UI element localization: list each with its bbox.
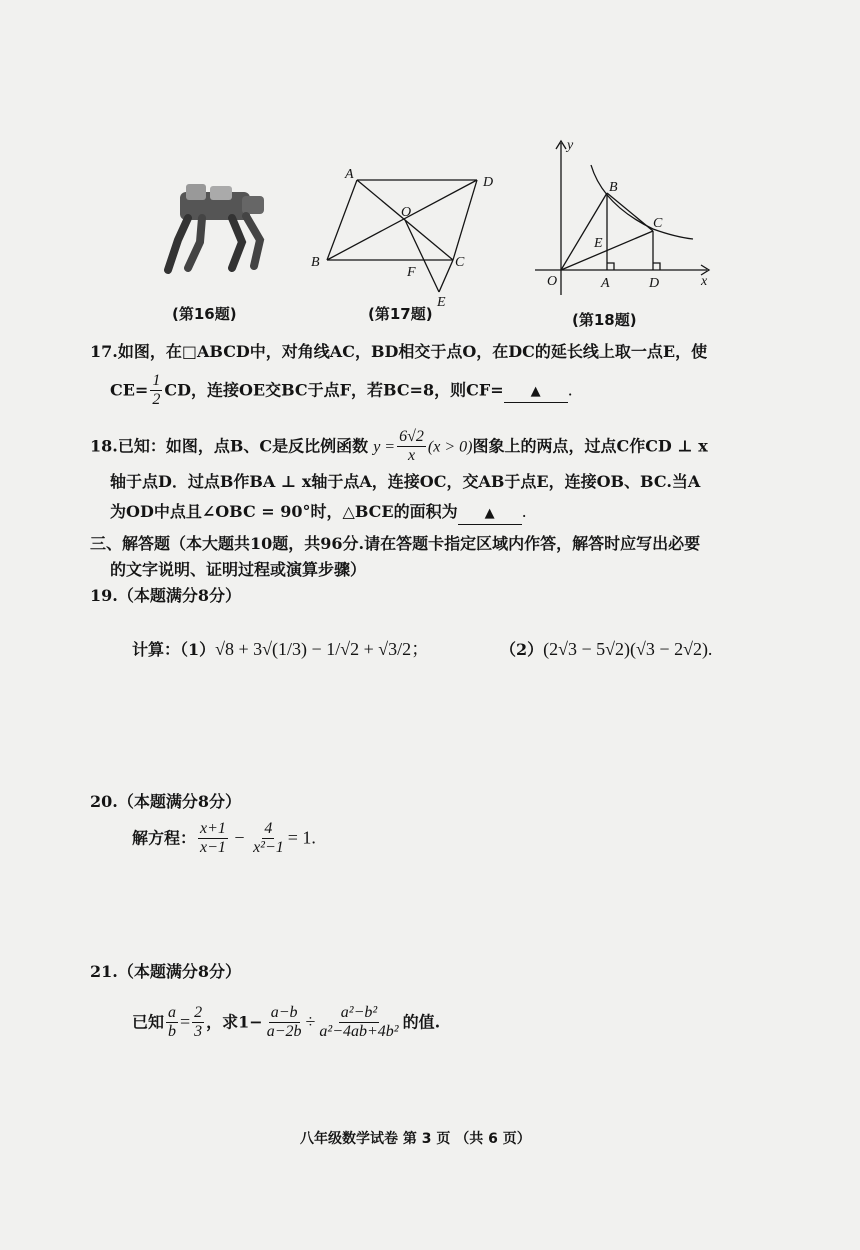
q17-number: 17. xyxy=(90,342,118,361)
q18-number: 18. xyxy=(90,436,118,456)
figure-18-diagram xyxy=(525,135,720,300)
q19-expr2: (2√3 − 5√2)(√3 − 2√2). xyxy=(543,639,713,659)
q21-fraction-1: $\frac{a-b}{a-2b}$ xyxy=(266,1004,302,1041)
q20-fraction-2: $\frac{4}{\text{x²−1}}$ xyxy=(253,820,284,857)
answer-marker: ▲ xyxy=(530,384,541,400)
label-x: x xyxy=(701,274,708,289)
q21-expression: 已知 $\frac{a}{b}$ = $\frac{2}{3}$ ，求1− $\frac{a-b}{a-2b}$ ÷ $\frac{\text{a²−b²}}{\text{a²−4ab+4b²}}$ 的值. xyxy=(132,1004,441,1041)
label-E: E xyxy=(437,295,446,310)
label-O: O xyxy=(547,274,558,289)
q19-header: 19.（本题满分8分） xyxy=(90,586,241,605)
section-3-heading-cont: 的文字说明、证明过程或演算步骤） xyxy=(110,560,367,579)
q21-fraction-2: $\frac{\text{a²−b²}}{\text{a²−4ab+4b²}}$ xyxy=(319,1004,399,1041)
q17-fraction: $\frac{1}{2}$ xyxy=(152,372,161,409)
figure-17-diagram xyxy=(305,160,510,310)
label-A: A xyxy=(601,276,610,291)
label-B: B xyxy=(311,255,320,270)
q19-part2: （2）(2√3 − 5√2)(√3 − 2√2). xyxy=(500,639,713,659)
label-O: O xyxy=(401,205,412,220)
answer-marker: ▲ xyxy=(484,506,495,521)
figure-16-caption: (第16题) xyxy=(172,305,237,323)
q17-line2: CE= $\frac{1}{2}$ CD，连接OE交BC于点F，若BC=8，则CF= ▲ . xyxy=(110,372,573,409)
label-D: D xyxy=(649,276,660,291)
q18-line2: 轴于点D．过点B作BA ⊥ x轴于点A，连接OC，交AB于点E，连接OB、BC.当A xyxy=(110,472,701,491)
page-footer: 八年级数学试卷 第 3 页 （共 6 页） xyxy=(300,1131,531,1147)
q18-line3: 为OD中点且∠OBC = 90°时，△BCE的面积为 ▲ . xyxy=(110,500,527,525)
q21-header: 21.（本题满分8分） xyxy=(90,962,241,981)
q21-condition-fraction-2-3: $\frac{2}{3}$ xyxy=(194,1004,203,1041)
label-C: C xyxy=(653,216,663,231)
robot-dog-image xyxy=(150,170,280,280)
q20-fraction-1: $\frac{x+1}{x-1}$ xyxy=(200,820,226,857)
section-3-heading: 三、解答题（本大题共10题，共96分.请在答题卡指定区域内作答，解答时应写出必要 xyxy=(90,534,701,553)
q17-line1: 17.如图，在□ABCD中，对角线AC，BD相交于点O，在DC的延长线上取一点E，使 xyxy=(90,342,708,361)
q19-part1: 计算：（1）√8 + 3√(1/3) − 1/√2 + √3/2； xyxy=(132,639,430,659)
label-y: y xyxy=(567,138,574,153)
q20-header: 20.（本题满分8分） xyxy=(90,792,241,811)
figure-17-caption: (第17题) xyxy=(368,305,433,323)
label-D: D xyxy=(483,175,494,190)
q20-equation: 解方程： $\frac{x+1}{x-1}$ − $\frac{4}{\text{x²−1}}$ = 1. xyxy=(132,820,316,857)
q18-line1: 18.已知：如图，点B、C是反比例函数 y = $\frac{6√2}{x}$ (x > 0)图象上的两点，过点C作CD ⊥ x xyxy=(90,428,708,465)
label-C: C xyxy=(455,255,465,270)
label-A: A xyxy=(345,167,354,182)
figure-18-caption: (第18题) xyxy=(572,311,637,329)
label-E: E xyxy=(594,236,603,251)
label-F: F xyxy=(407,265,416,280)
label-B: B xyxy=(609,180,618,195)
q21-condition-fraction-a-b: $\frac{a}{b}$ xyxy=(168,1004,177,1041)
figure-16 xyxy=(150,170,280,280)
q19-expr1: √8 + 3√(1/3) − 1/√2 + √3/2； xyxy=(215,639,430,659)
q18-function-fraction: $\frac{6√2}{x}$ xyxy=(399,428,424,465)
